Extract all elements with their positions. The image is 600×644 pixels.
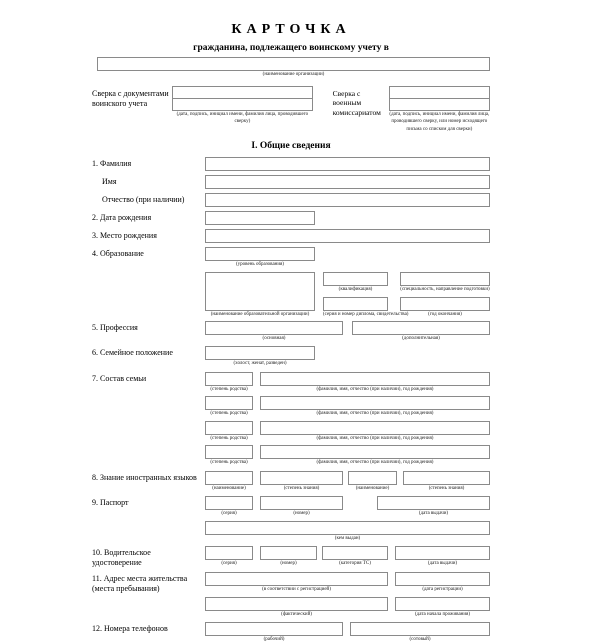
license-issue-date-caption: (дата выдачи) [427, 561, 458, 566]
languages-label: 8. Знание иностранных языков [92, 472, 197, 482]
family-relation-input-4[interactable] [205, 445, 253, 459]
language-level-caption: (степень знания) [283, 485, 320, 491]
address-actual-caption: (фактический) [281, 611, 312, 617]
registration-date-caption: (дата регистрации) [422, 587, 463, 592]
passport-label: 9. Паспорт [92, 498, 129, 507]
profession-extra-caption: (дополнительная) [402, 335, 440, 341]
family-relation-caption: (степень родства) [210, 386, 248, 392]
address-registered-caption: (в соответствии с регистрацией) [262, 587, 331, 592]
profession-main-input[interactable] [205, 321, 343, 335]
profession-label: 5. Профессия [92, 322, 138, 332]
education-level-caption: (уровень образования) [236, 262, 284, 267]
address-actual-input[interactable] [205, 597, 388, 611]
family-label: 7. Состав семьи [92, 373, 147, 383]
family-relation-input-2[interactable] [205, 396, 253, 410]
family-relation-input-3[interactable] [205, 421, 253, 435]
language-name-caption: (наименование) [355, 485, 390, 491]
family-person-caption: (фамилия, имя, отчество (при наличии), год рождения) [316, 460, 434, 465]
graduation-year-input[interactable] [400, 297, 490, 311]
license-series-input[interactable] [205, 546, 253, 560]
phone-work-input[interactable] [205, 622, 343, 636]
verification-commissariat-input-row1[interactable] [390, 87, 489, 99]
verification-commissariat-caption: (дата, подпись, инициал имени, фамилия лица, проводившего сверку, или номер исходящего письма со списком для сверки) [389, 111, 490, 132]
education-level-input[interactable] [205, 247, 315, 261]
verification-documents-box [172, 86, 313, 111]
phone-work-caption: (рабочий) [263, 637, 285, 642]
education-label: 4. Образование [92, 249, 144, 258]
phone-cell-input[interactable] [350, 622, 490, 636]
verification-commissariat-input-row2[interactable] [390, 99, 489, 110]
family-person-input-1[interactable] [260, 372, 490, 386]
organization-name-caption: (наименование организации) [262, 72, 325, 77]
passport-issuer-caption: (кем выдан) [334, 535, 361, 541]
language-level-input-2[interactable] [403, 471, 490, 485]
family-relation-caption: (степень родства) [210, 460, 248, 465]
specialty-caption: (специальность, направление подготовки) [400, 286, 490, 292]
address-label: 11. Адрес места жительства (места пребывания) [92, 574, 188, 593]
verification-documents-input-row2[interactable] [173, 99, 312, 110]
verification-commissariat-box [389, 86, 490, 111]
language-level-caption: (степень знания) [428, 485, 465, 491]
license-category-caption: (категория ТС) [339, 561, 371, 566]
family-row [205, 445, 490, 467]
family-relation-input-1[interactable] [205, 372, 253, 386]
passport-issue-date-input[interactable] [377, 496, 490, 510]
phone-cell-caption: (сотовый) [409, 637, 431, 642]
family-row [205, 421, 490, 443]
passport-series-caption: (серия) [221, 511, 237, 516]
family-person-input-3[interactable] [260, 421, 490, 435]
verification-commissariat-label: Сверка с военным комиссариатом [332, 88, 381, 117]
verification-documents-label: Сверка с документами воинского учета [92, 88, 169, 108]
family-relation-caption: (степень родства) [210, 435, 248, 441]
surname-input[interactable] [205, 157, 490, 171]
graduation-year-caption: (год окончания) [428, 312, 462, 317]
family-person-caption: (фамилия, имя, отчество (при наличии), год рождения) [316, 386, 434, 392]
diploma-number-input[interactable] [323, 297, 388, 311]
license-number-caption: (номер) [280, 561, 297, 566]
specialty-input[interactable] [400, 272, 490, 286]
marital-status-caption: (холост, женат, разведен) [233, 361, 287, 366]
surname-label: 1. Фамилия [92, 159, 132, 168]
phones-label: 12. Номера телефонов [92, 624, 168, 633]
birth-date-input[interactable] [205, 211, 315, 225]
verification-section [92, 86, 490, 134]
section-general-info-title: I. Общие сведения [251, 141, 331, 151]
passport-issuer-input[interactable] [205, 521, 490, 535]
family-row [205, 396, 490, 418]
verification-documents-caption: (дата, подпись, инициал имени, фамилия лица, проводившего сверку) [176, 111, 309, 124]
diploma-number-caption: (серия и номер диплома, свидетельства) [323, 312, 409, 317]
family-person-caption: (фамилия, имя, отчество (при наличии), год рождения) [316, 411, 434, 416]
birth-place-label: 3. Место рождения [92, 231, 157, 240]
license-number-input[interactable] [260, 546, 317, 560]
registration-date-input[interactable] [395, 572, 490, 586]
qualification-caption: (квалификация) [338, 286, 373, 292]
marital-status-input[interactable] [205, 346, 315, 360]
passport-number-input[interactable] [260, 496, 343, 510]
page-subtitle: гражданина, подлежащего воинскому учету в [193, 43, 389, 53]
passport-number-caption: (номер) [293, 511, 310, 516]
birth-place-input[interactable] [205, 229, 490, 243]
license-label: 10. Водительское удостоверение [92, 548, 151, 567]
education-organization-input[interactable] [205, 272, 315, 311]
family-person-input-2[interactable] [260, 396, 490, 410]
education-organization-caption: (наименование образовательной организации) [210, 311, 310, 317]
family-person-input-4[interactable] [260, 445, 490, 459]
license-issue-date-input[interactable] [395, 546, 490, 560]
residence-start-date-caption: (дата начала проживания) [415, 611, 470, 617]
firstname-label: Имя [102, 177, 117, 186]
passport-issue-date-caption: (дата выдачи) [418, 511, 449, 516]
language-name-caption: (наименование) [212, 485, 246, 491]
patronymic-label: Отчество (при наличии) [102, 195, 185, 204]
organization-name-input[interactable] [97, 57, 490, 71]
language-level-input-1[interactable] [260, 471, 343, 485]
page-title: КАРТОЧКА [231, 22, 351, 37]
residence-start-date-input[interactable] [395, 597, 490, 611]
marital-status-label: 6. Семейное положение [92, 348, 173, 357]
family-relation-caption: (степень родства) [210, 411, 248, 416]
license-series-caption: (серия) [221, 561, 237, 566]
license-category-input[interactable] [322, 546, 388, 560]
address-registered-input[interactable] [205, 572, 388, 586]
language-name-input-2[interactable] [348, 471, 397, 485]
birth-date-label: 2. Дата рождения [92, 213, 152, 222]
family-row [205, 372, 490, 394]
profession-extra-input[interactable] [352, 321, 490, 335]
profession-main-caption: (основная) [262, 335, 286, 341]
qualification-input[interactable] [323, 272, 388, 286]
patronymic-input[interactable] [205, 193, 490, 207]
firstname-input[interactable] [205, 175, 490, 189]
passport-series-input[interactable] [205, 496, 253, 510]
language-name-input-1[interactable] [205, 471, 253, 485]
verification-documents-input-row1[interactable] [173, 87, 312, 99]
family-person-caption: (фамилия, имя, отчество (при наличии), год рождения) [316, 435, 434, 441]
